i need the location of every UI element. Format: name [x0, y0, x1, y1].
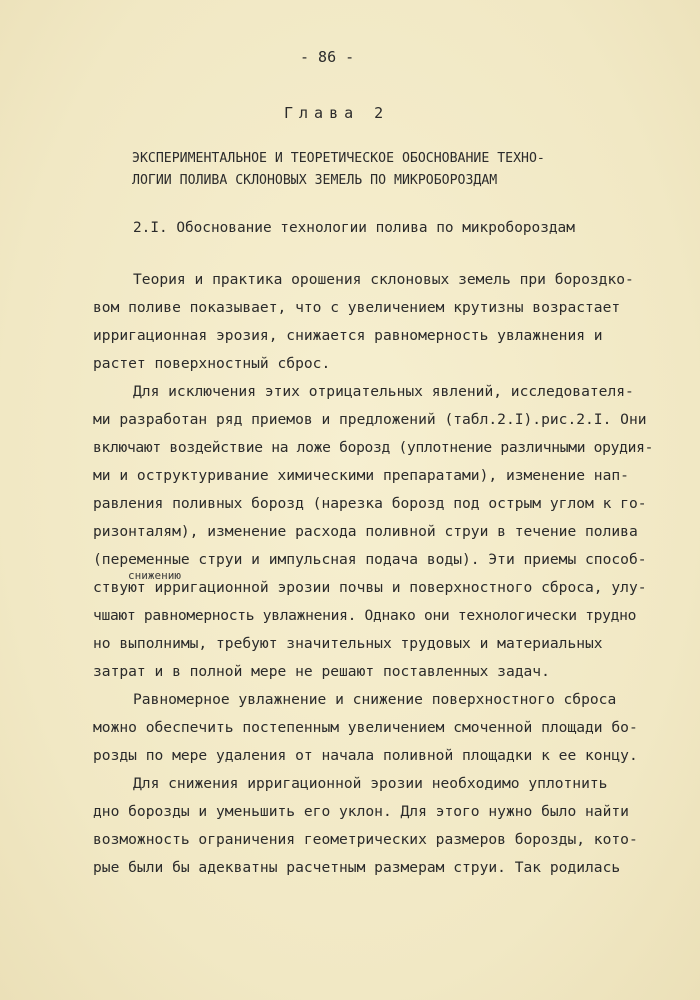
- body-line: ствуют ирригационной эрозии почвы и поверхностного сброса, улу-: [93, 579, 647, 596]
- body-line: Для снижения ирригационной эрозии необходимо уплотнить: [133, 775, 608, 792]
- chapter-heading: Глава 2: [284, 104, 390, 122]
- body-line: затрат и в полной мере не решают поставленных задач.: [93, 663, 550, 680]
- body-line: ми и оструктуривание химическими препаратами), изменение нап-: [93, 467, 629, 484]
- body-line: Для исключения этих отрицательных явлений, исследователя-: [133, 383, 634, 400]
- page-number: - 86 -: [300, 48, 355, 66]
- body-line: чшают равномерность увлажнения. Однако они технологически трудно: [93, 607, 637, 624]
- body-line: Равномерное увлажнение и снижение поверхностного сброса: [133, 691, 617, 708]
- body-line: рые были бы адекватны расчетным размерам струи. Так родилась: [93, 859, 621, 876]
- body-line: Теория и практика орошения склоновых земель при бороздко-: [133, 271, 634, 288]
- section-heading: 2.I. Обоснование технологии полива по микробороздам: [133, 220, 575, 236]
- body-line: ризонталям), изменение расхода поливной струи в течение полива: [93, 523, 638, 540]
- body-line: розды по мере удаления от начала поливной площадки к ее концу.: [93, 747, 638, 764]
- body-line: ми разработан ряд приемов и предложений (табл.2.I).рис.2.I. Они: [93, 411, 647, 428]
- body-line: но выполнимы, требуют значительных трудовых и материальных: [93, 635, 603, 652]
- body-line: вом поливе показывает, что с увеличением крутизны возрастает: [93, 299, 621, 316]
- chapter-title-line: ЭКСПЕРИМЕНТАЛЬНОЕ И ТЕОРЕТИЧЕСКОЕ ОБОСНОВАНИЕ ТЕХНО-: [132, 151, 545, 166]
- body-line: ирригационная эрозия, снижается равномерность увлажнения и: [93, 327, 603, 344]
- body-line: дно борозды и уменьшить его уклон. Для этого нужно было найти: [93, 803, 629, 820]
- body-line: включают воздействие на ложе борозд (уплотнение различными орудия-: [93, 439, 654, 456]
- body-line: (переменные струи и импульсная подача воды). Эти приемы способ-: [93, 551, 647, 568]
- chapter-title-line: ЛОГИИ ПОЛИВА СКЛОНОВЫХ ЗЕМЕЛЬ ПО МИКРОБОРОЗДАМ: [132, 173, 498, 188]
- body-line: возможность ограничения геометрических размеров борозды, кото-: [93, 831, 638, 848]
- handwritten-correction: снижению: [128, 569, 181, 582]
- body-line: равления поливных борозд (нарезка борозд под острым углом к го-: [93, 495, 647, 512]
- body-line: растет поверхностный сброс.: [93, 355, 331, 372]
- body-line: можно обеспечить постепенным увеличением смоченной площади бо-: [93, 719, 638, 736]
